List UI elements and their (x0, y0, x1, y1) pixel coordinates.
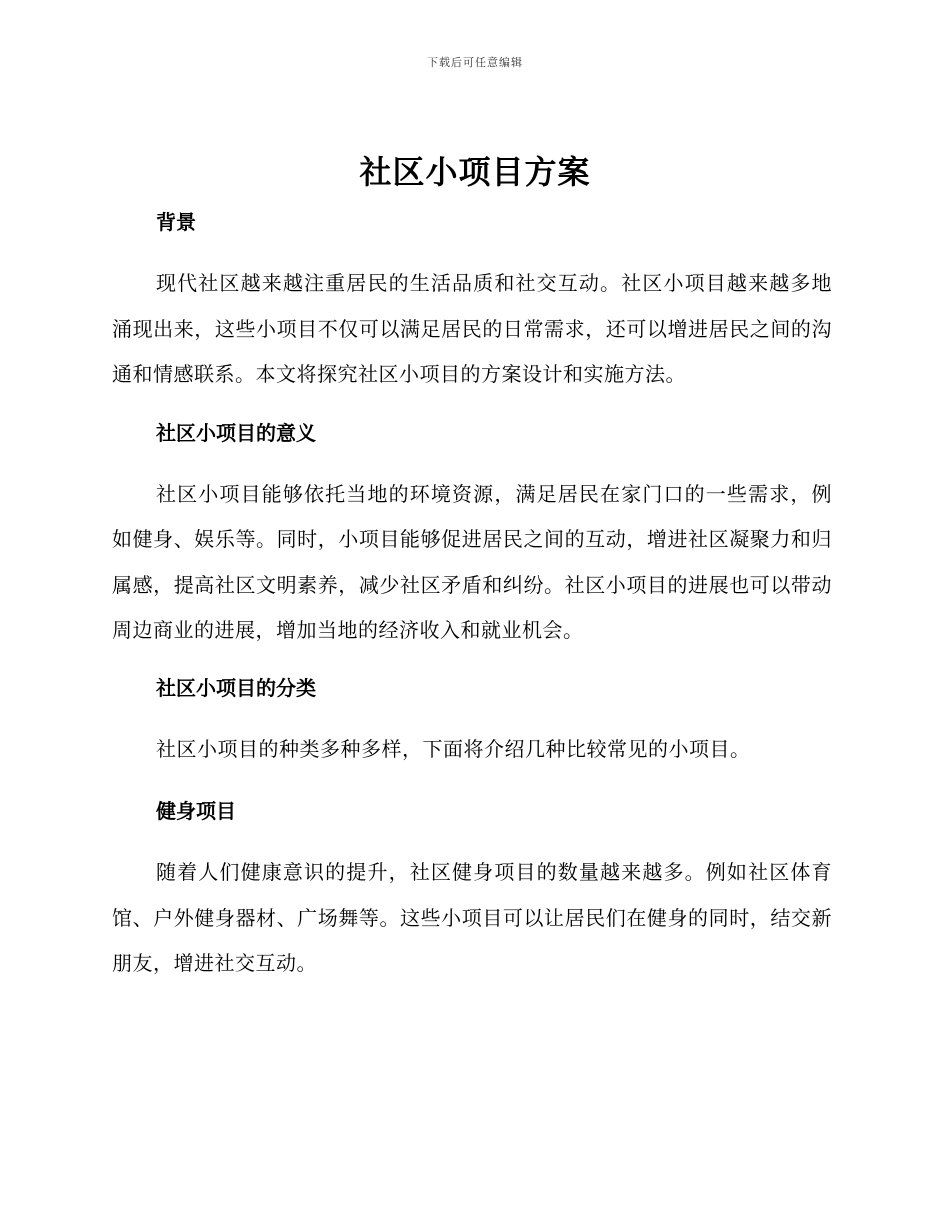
section-paragraph-categories: 社区小项目的种类多种多样，下面将介绍几种比较常见的小项目。 (156, 736, 751, 761)
document-title: 社区小项目方案 (359, 153, 591, 191)
document-body (112, 205, 832, 987)
section-heading-significance: 社区小项目的意义 (156, 420, 316, 445)
section-paragraph-background: 现代社区越来越注重居民的生活品质和社交互动。社区小项目越来越多地涌现出来，这些小项目不仅可以满足居民的日常需求，还可以增进居民之间的沟通和情感联系。本文将探究社区小项目的方案设计和实施方法。 (112, 271, 832, 386)
section-heading-fitness: 健身项目 (156, 799, 236, 823)
section-heading-categories: 社区小项目的分类 (156, 675, 316, 700)
section-heading-background: 背景 (156, 210, 196, 234)
section-paragraph-fitness: 随着人们健康意识的提升，社区健身项目的数量越来越多。例如社区体育馆、户外健身器材、广场舞等。这些小项目可以让居民们在健身的同时，结交新朋友，增进社交互动。 (112, 860, 832, 975)
header-note: 下载后可任意编辑 (427, 56, 523, 69)
section-paragraph-significance: 社区小项目能够依托当地的环境资源，满足居民在家门口的一些需求，例如健身、娱乐等。同时，小项目能够促进居民之间的互动，增进社区凝聚力和归属感，提高社区文明素养，减少社区矛盾和纠纷。社区小项目的进展也可以带动周边商业的进展，增加当地的经济收入和就业机会。 (112, 481, 832, 642)
